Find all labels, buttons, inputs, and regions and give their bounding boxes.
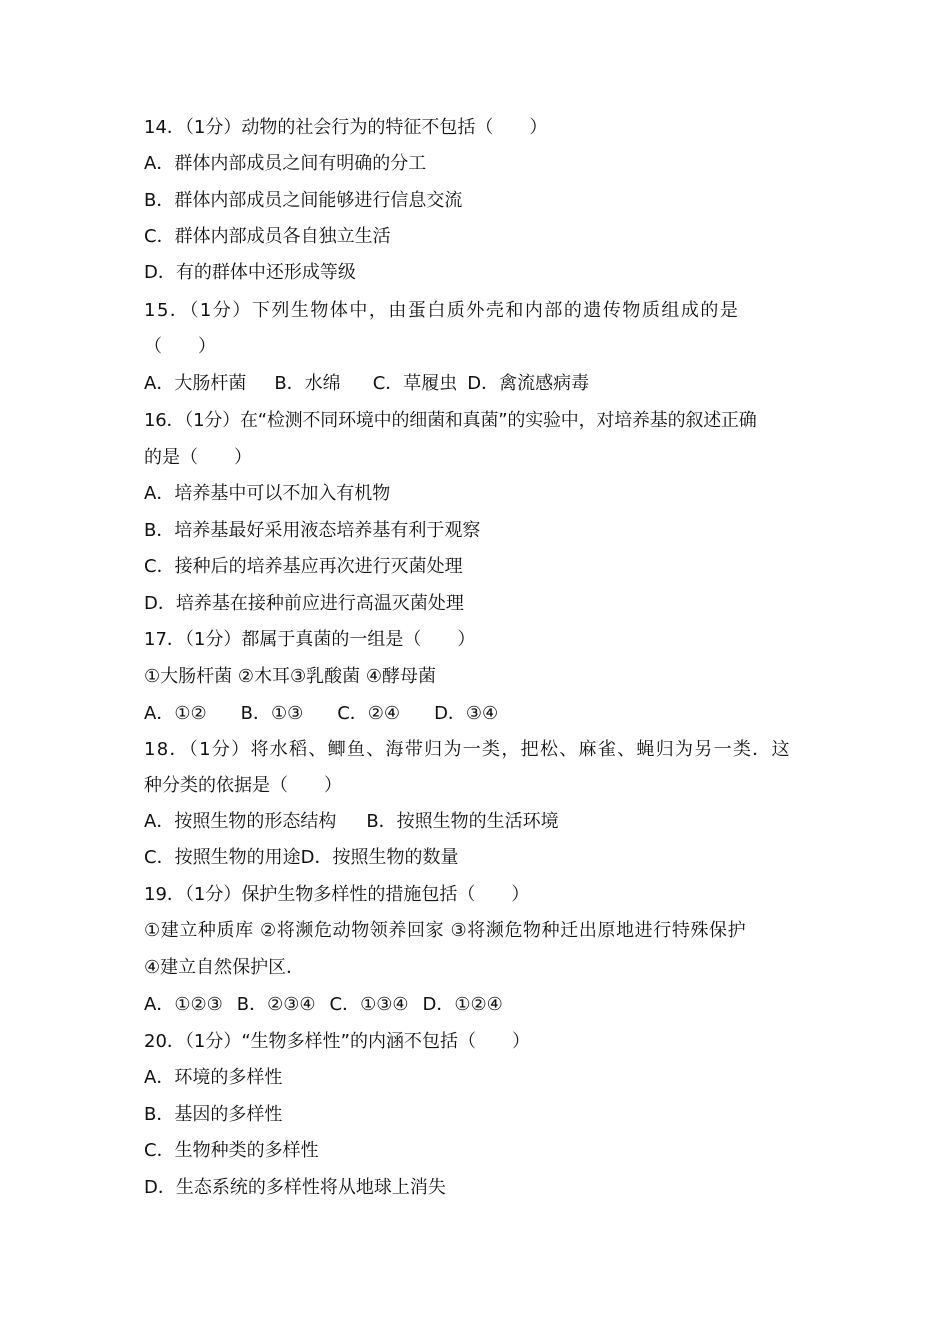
question-16-option-c: C．接种后的培养基应再次进行灭菌处理 [144,556,463,577]
question-17-option-a: A．①② [144,703,207,724]
question-18-stem-line2: 种分类的依据是（ ） [144,775,342,796]
question-14-option-b: B．群体内部成员之间能够进行信息交流 [144,190,463,211]
question-20-option-c: C．生物种类的多样性 [144,1140,319,1161]
question-17-option-d: D．③④ [434,703,499,724]
question-15-option-a: A．大肠杆菌 [144,373,247,394]
question-17-option-b: B．①③ [240,703,304,724]
question-20-option-b: B．基因的多样性 [144,1104,283,1125]
question-18-options-row2 [144,846,814,870]
question-20-option-a: A．环境的多样性 [144,1067,283,1088]
question-16-option-a: A．培养基中可以不加入有机物 [144,483,391,504]
question-17-stem: 17．（1分）都属于真菌的一组是（ ） [144,629,476,650]
question-15-stem-line1: 15．（1分）下列生物体中，由蛋白质外壳和内部的遗传物质组成的是 [144,300,740,321]
question-16-stem-line1: 16．（1分）在“检测不同环境中的细菌和真菌”的实验中，对培养基的叙述正确 [144,410,757,431]
question-15-stem-line2: （ ） [144,336,216,357]
question-16-option-b: B．培养基最好采用液态培养基有利于观察 [144,520,481,541]
question-19-option-a: A．①②③ [144,994,223,1015]
question-19-items-line1: ①建立种质库 ②将濒危动物领养回家 ③将濒危物种迁出原地进行特殊保护 [144,920,747,941]
question-17-options [144,702,814,726]
question-19-option-b: B．②③④ [236,994,316,1015]
question-19-items-line2: ④建立自然保护区． [144,957,305,978]
question-15-option-b: B．水绵 [274,373,341,394]
question-18-options-row1 [144,810,814,834]
question-16-stem-line2: 的是（ ） [144,447,252,468]
question-15-option-c: C．草履虫 [372,373,458,394]
question-15-options [144,372,814,396]
question-17-option-c: C．②④ [337,703,401,724]
question-20-stem: 20．（1分）“生物多样性”的内涵不包括（ ） [144,1031,531,1052]
question-18-option-a: A．按照生物的形态结构 [144,811,337,832]
question-19-stem: 19．（1分）保护生物多样性的措施包括（ ） [144,884,530,905]
question-18-option-d: D．按照生物的数量 [300,847,459,868]
question-19-option-c: C．①③④ [329,994,409,1015]
question-17-items: ①大肠杆菌 ②木耳③乳酸菌 ④酵母菌 [144,666,436,687]
question-19-option-d: D．①②④ [422,994,503,1015]
question-14-option-d: D．有的群体中还形成等级 [144,262,356,283]
question-14-option-a: A．群体内部成员之间有明确的分工 [144,153,427,174]
question-16-option-d: D．培养基在接种前应进行高温灭菌处理 [144,593,464,614]
question-18-option-c: C．按照生物的用途 [144,847,301,868]
question-18-stem-line1: 18．（1分）将水稻、鲫鱼、海带归为一类，把松、麻雀、蝇归为另一类．这 [144,739,791,760]
question-14-option-c: C．群体内部成员各自独立生活 [144,226,391,247]
question-18-option-b: B．按照生物的生活环境 [366,811,559,832]
question-19-options [144,993,814,1017]
question-20-option-d: D．生态系统的多样性将从地球上消失 [144,1177,446,1198]
question-15-option-d: D．禽流感病毒 [467,373,590,394]
question-14-stem: 14．（1分）动物的社会行为的特征不包括（ ） [144,117,548,138]
